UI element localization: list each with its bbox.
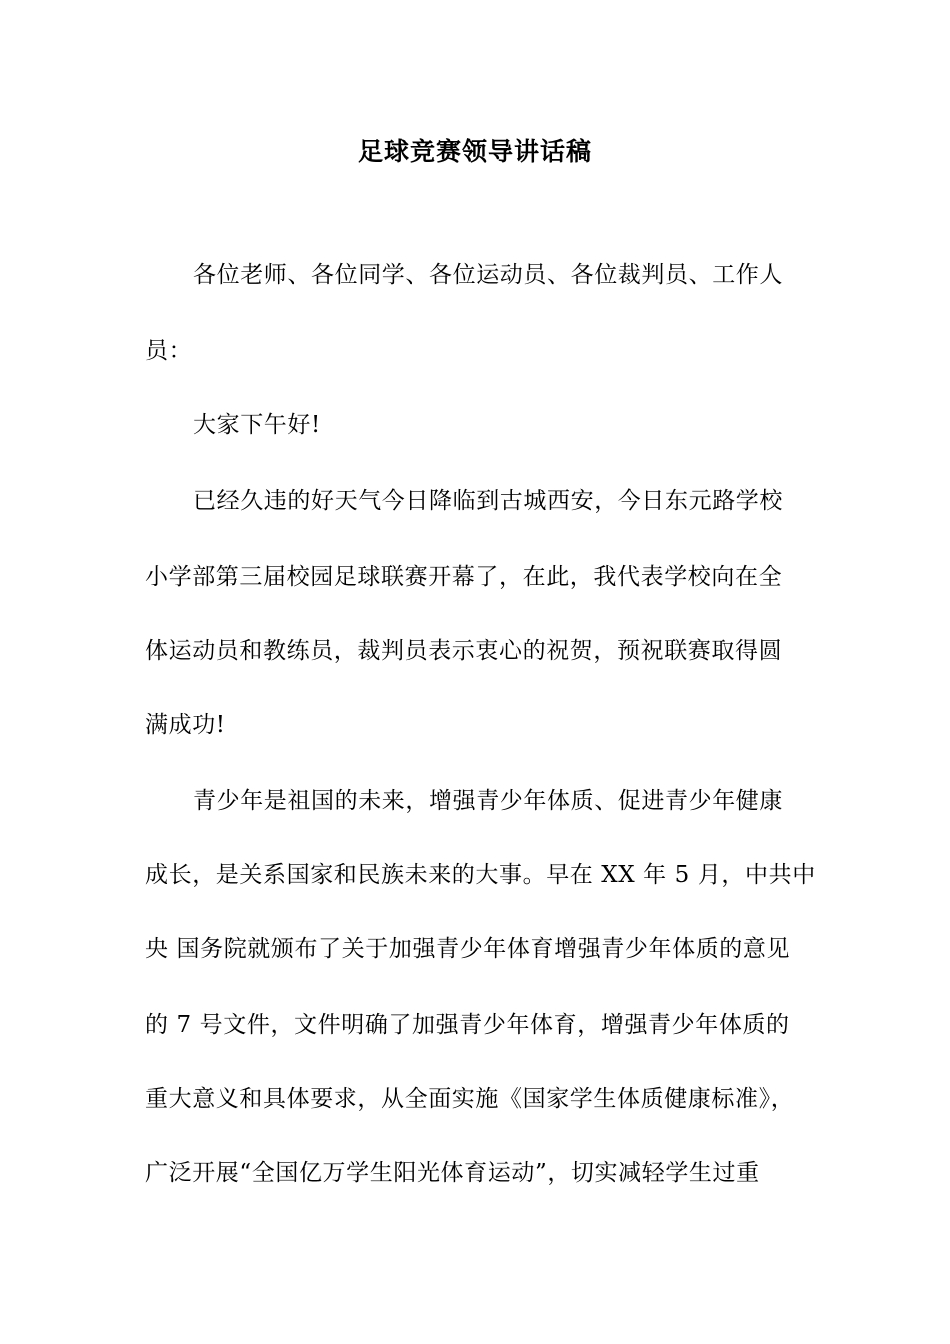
paragraph-line: 已经久违的好天气今日降临到古城西安，今日东元路学校 bbox=[193, 488, 783, 514]
paragraph-line: 满成功! bbox=[145, 712, 226, 738]
paragraph-line: 青少年是祖国的未来，增强青少年体质、促进青少年健康 bbox=[193, 788, 783, 814]
paragraph-line: 重大意义和具体要求，从全面实施《国家学生体质健康标准》， bbox=[145, 1086, 795, 1112]
paragraph-line: 小学部第三届校园足球联赛开幕了，在此，我代表学校向在全 bbox=[145, 564, 783, 590]
paragraph-line: 体运动员和教练员，裁判员表示衷心的祝贺，预祝联赛取得圆 bbox=[145, 638, 783, 664]
paragraph-line: 大家下午好! bbox=[193, 412, 321, 438]
paragraph-line: 广泛开展“全国亿万学生阳光体育运动”，切实减轻学生过重 bbox=[145, 1160, 760, 1186]
document-title: 足球竞赛领导讲话稿 bbox=[357, 137, 592, 166]
paragraph-line: 央 国务院就颁布了关于加强青少年体育增强青少年体质的意见 bbox=[145, 936, 791, 962]
paragraph-line: 的 7 号文件，文件明确了加强青少年体育，增强青少年体质的 bbox=[145, 1012, 790, 1038]
paragraph-line: 员： bbox=[145, 338, 193, 364]
paragraph-line: 成长，是关系国家和民族未来的大事。早在 XX 年 5 月，中共中 bbox=[145, 862, 816, 888]
paragraph-line: 各位老师、各位同学、各位运动员、各位裁判员、工作人 bbox=[193, 262, 783, 288]
